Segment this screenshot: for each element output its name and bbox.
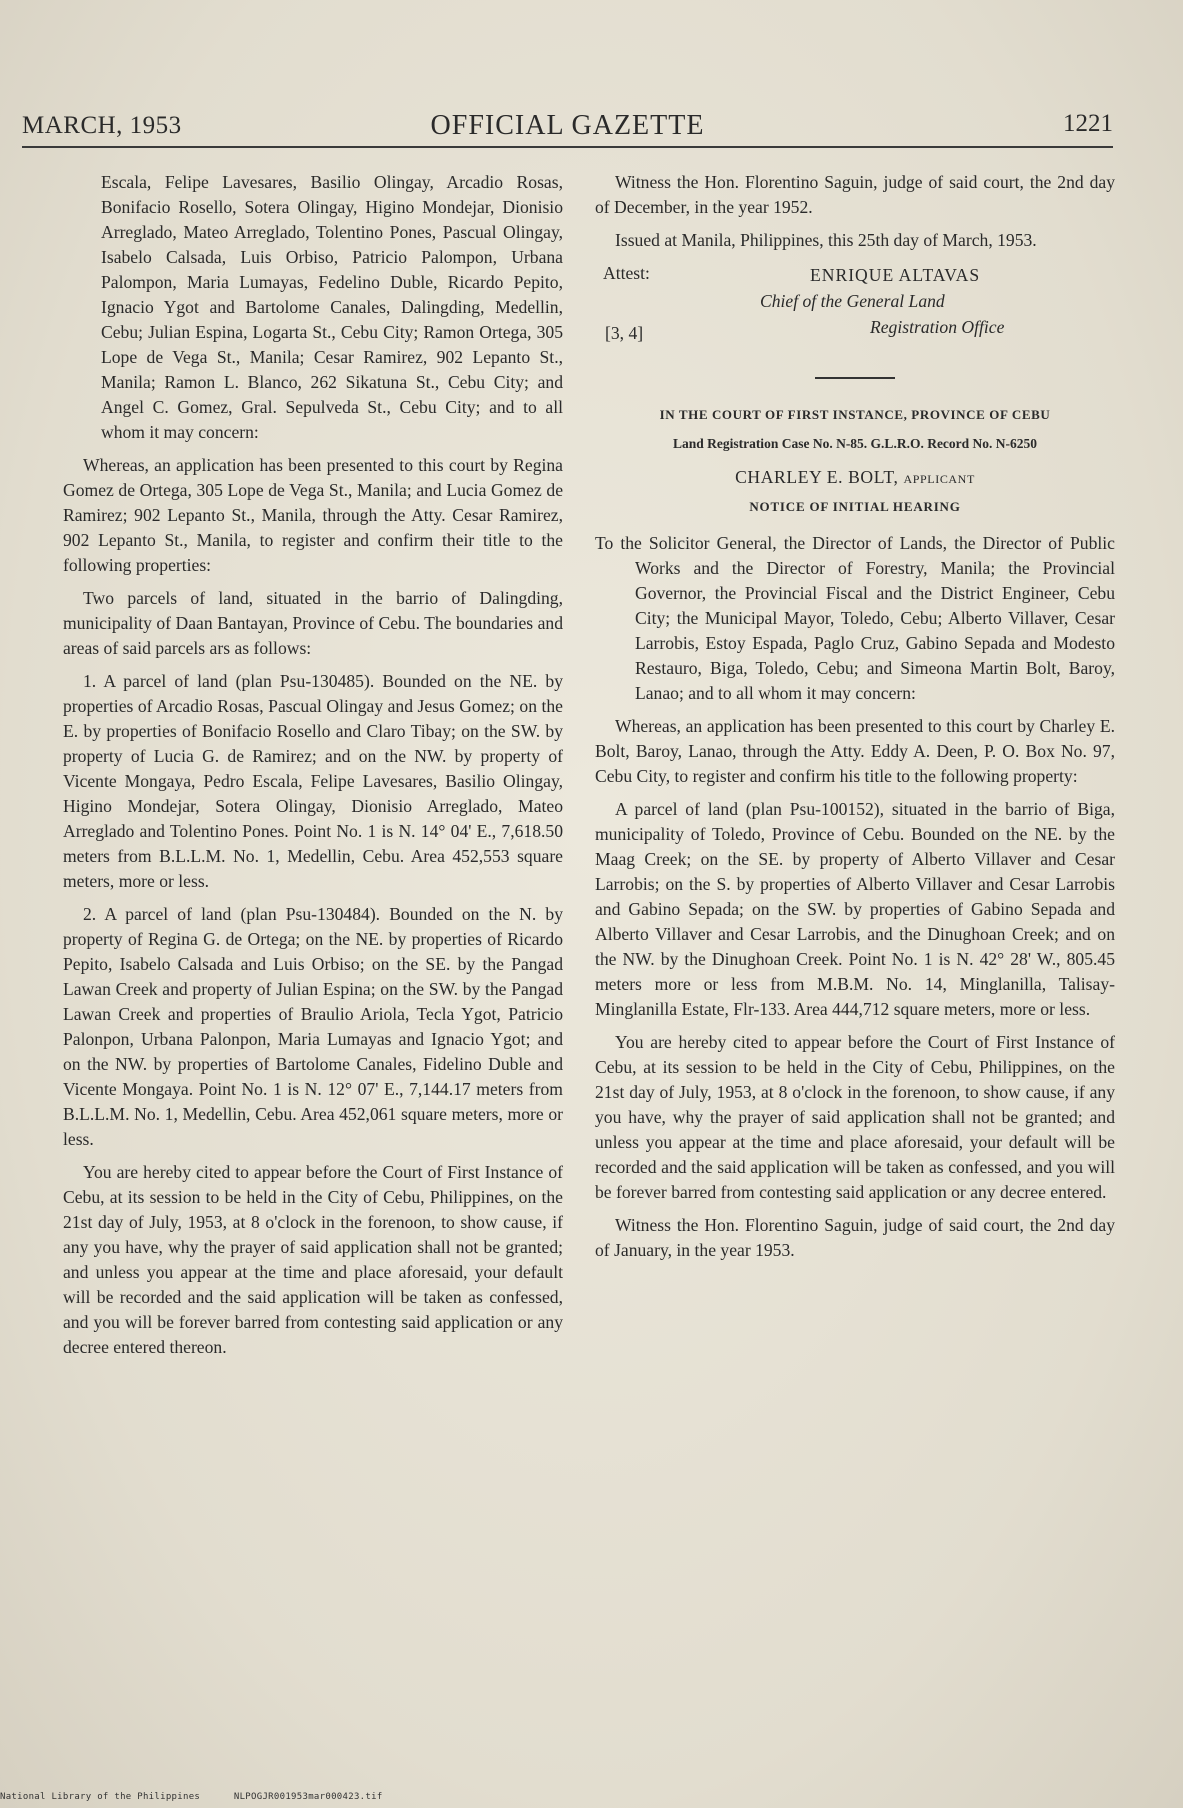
two-parcels-paragraph: Two parcels of land, situated in the barrio of Dalingding, municipality of Daan Bantayan, Province of Cebu. The boundaries and areas of said parcels ars as follows: bbox=[63, 588, 563, 658]
section-divider bbox=[815, 377, 895, 379]
footer-library: National Library of the Philippines bbox=[0, 1792, 201, 1802]
whereas-paragraph-2: Whereas, an application has been presented to this court by Charley E. Bolt, Baroy, Lanao, through the Atty. Eddy A. Deen, P. O. Box No. 97, Cebu City, to register and confirm his title to the following property: bbox=[595, 716, 1115, 786]
whereas-paragraph-1: Whereas, an application has been presented to this court by Regina Gomez de Ortega, 305 Lope de Vega St., Manila; and Lucia Gomez de Ramirez; 902 Lepanto St., Manila, through the Atty. Cesar Ramirez, 902 Lepanto St., Manila, to register and confirm their title to the following properties: bbox=[63, 455, 563, 575]
attest-block bbox=[595, 261, 1115, 357]
cited-paragraph-2: You are hereby cited to appear before the Court of First Instance of Cebu, at its session to be held in the City of Cebu, Philippines, on the 21st day of July, 1953, at 8 o'clock in the forenoon, to show cause, if any you have, why the prayer of said application shall not be granted; and unless you appear at the time and place aforesaid, your default will be recorded and the said application will be taken as confessed, and you will be forever barred from contesting said application or any decree entered. bbox=[595, 1032, 1115, 1202]
witness-paragraph-2: Witness the Hon. Florentino Saguin, judge of said court, the 2nd day of January, in the year 1953. bbox=[595, 1215, 1115, 1260]
scan-footer bbox=[0, 1792, 411, 1802]
parcel-paragraph: A parcel of land (plan Psu-100152), situated in the barrio of Biga, municipality of Toledo, Province of Cebu. Bounded on the NE. by the Maag Creek; on the SE. by property of Alberto Villaver and Cesar Larrobis; on the S. by properties of Alberto Villaver and Cesar Larrobis and Gabino Sepada; on the SW. by properties of Gabino Sepada and Alberto Villaver and Cesar Larrobis, and the Dinughoan Creek; and on the NW. by the Dinughoan Creek. Point No. 1 is N. 42° 28' W., 805.45 meters more or less from M.B.M. No. 14, Minglanilla, Talisay-Minglanilla Estate, Flr-133. Area 444,712 square meters, more or less. bbox=[595, 799, 1115, 1019]
footer-file: NLPOGJR001953mar000423.tif bbox=[233, 1792, 383, 1802]
case-heading: Land Registration Case No. N-85. G.L.R.O. Record No. N-6250 bbox=[672, 436, 1038, 451]
notice-title: NOTICE OF INITIAL HEARING bbox=[749, 499, 961, 514]
attest-title-line-1: Chief of the General Land bbox=[760, 291, 945, 311]
attest-signatory: ENRIQUE ALTAVAS bbox=[810, 265, 981, 285]
issued-paragraph: Issued at Manila, Philippines, this 25th day of March, 1953. bbox=[615, 230, 1037, 250]
addressees-continued: Escala, Felipe Lavesares, Basilio Olingay, Arcadio Rosas, Bonifacio Rosello, Sotera Olingay, Higino Mondejar, Dionisio Arreglado, Mateo Arreglado, Tolentino Pones, Pascual Olingay, Isabelo Calsada, Luis Orbiso, Patricio Palompon, Urbana Palompon, Maria Lumayas, Fedelino Duble, Ricardo Pepito, Ignacio Ygot and Bartolome Canales, Dalingding, Medellin, Cebu; Julian Espina, Logarta St., Cebu City; Ramon Ortega, 305 Lope de Vega St., Manila; Cesar Ramirez, 902 Lepanto St., Manila; Ramon L. Blanco, 262 Sikatuna St., Cebu City; and Angel C. Gomez, Gral. Sepulveda St., Cebu City; and to all whom it may concern: bbox=[101, 172, 563, 442]
page-number: 1221 bbox=[1063, 110, 1113, 137]
parcel-1-paragraph: 1. A parcel of land (plan Psu-130485). Bounded on the NE. by properties of Arcadio Rosas, Pascual Olingay and Jesus Gomez; on the E. by properties of Bonifacio Rosello and Claro Tibay; on the SW. by property of Lucia G. de Ramirez; and on the NW. by property of Vicente Mongaya, Pedro Escala, Felipe Lavesares, Basilio Olingay, Higino Mondejar, Sotera Olingay, Dionisio Arreglado, Mateo Arreglado and Tolentino Pones. Point No. 1 is N. 14° 04' E., 7,618.50 meters from B.L.L.M. No. 1, Medellin, Cebu. Area 452,553 square meters, more or less. bbox=[63, 671, 563, 891]
right-column bbox=[595, 170, 1115, 1271]
issue-code: [3, 4] bbox=[605, 323, 644, 343]
header-month: MARCH, 1953 bbox=[22, 112, 182, 139]
attest-label: Attest: bbox=[603, 263, 650, 283]
witness-paragraph-1: Witness the Hon. Florentino Saguin, judge of said court, the 2nd day of December, in the year 1952. bbox=[595, 172, 1115, 217]
header-title: OFFICIAL GAZETTE bbox=[430, 110, 705, 141]
left-column bbox=[63, 170, 563, 1368]
attest-title-line-2: Registration Office bbox=[870, 317, 1005, 337]
page-header bbox=[22, 106, 1113, 148]
to-addressees-paragraph: To the Solicitor General, the Director of Lands, the Director of Public Works and the Director of Forestry, Manila; the Provincial Governor, the Provincial Fiscal and the District Engineer, Cebu City; the Municipal Mayor, Toledo, Cebu; Alberto Villaver, Cesar Larrobis, Estoy Espada, Paglo Cruz, Gabino Sepada and Modesto Restauro, Biga, Toledo, Cebu; and Simeona Martin Bolt, Baroy, Lanao; and to all whom it may concern: bbox=[595, 533, 1115, 703]
applicant-line: CHARLEY E. BOLT, applicant bbox=[735, 467, 975, 487]
parcel-2-paragraph: 2. A parcel of land (plan Psu-130484). Bounded on the N. by property of Regina G. de Ortega; on the NE. by properties of Ricardo Pepito, Isabelo Calsada and Luis Orbiso; on the SE. by the Pangad Lawan Creek and property of Julian Espina; on the SW. by the Pangad Lawan Creek and properties of Braulio Ariola, Tecla Ygot, Patricio Palonpon, Urbana Palonpon, Maria Lumayas and Ignacio Ygot; and on the NW. by properties of Bartolome Canales, Fidelino Duble and Vicente Mongaya. Point No. 1 is N. 12° 07' E., 7,144.17 meters from B.L.L.M. No. 1, Medellin, Cebu. Area 452,061 square meters, more or less. bbox=[63, 904, 563, 1149]
court-heading: IN THE COURT OF FIRST INSTANCE, PROVINCE OF CEBU bbox=[659, 407, 1051, 422]
cited-paragraph-1: You are hereby cited to appear before the Court of First Instance of Cebu, at its session to be held in the City of Cebu, Philippines, on the 21st day of July, 1953, at 8 o'clock in the forenoon, to show cause, if any you have, why the prayer of said application shall not be granted; and unless you appear at the time and place aforesaid, your default will be recorded and the said application will be taken as confessed, and you will be forever barred from contesting said application or any decree entered thereon. bbox=[63, 1162, 563, 1357]
